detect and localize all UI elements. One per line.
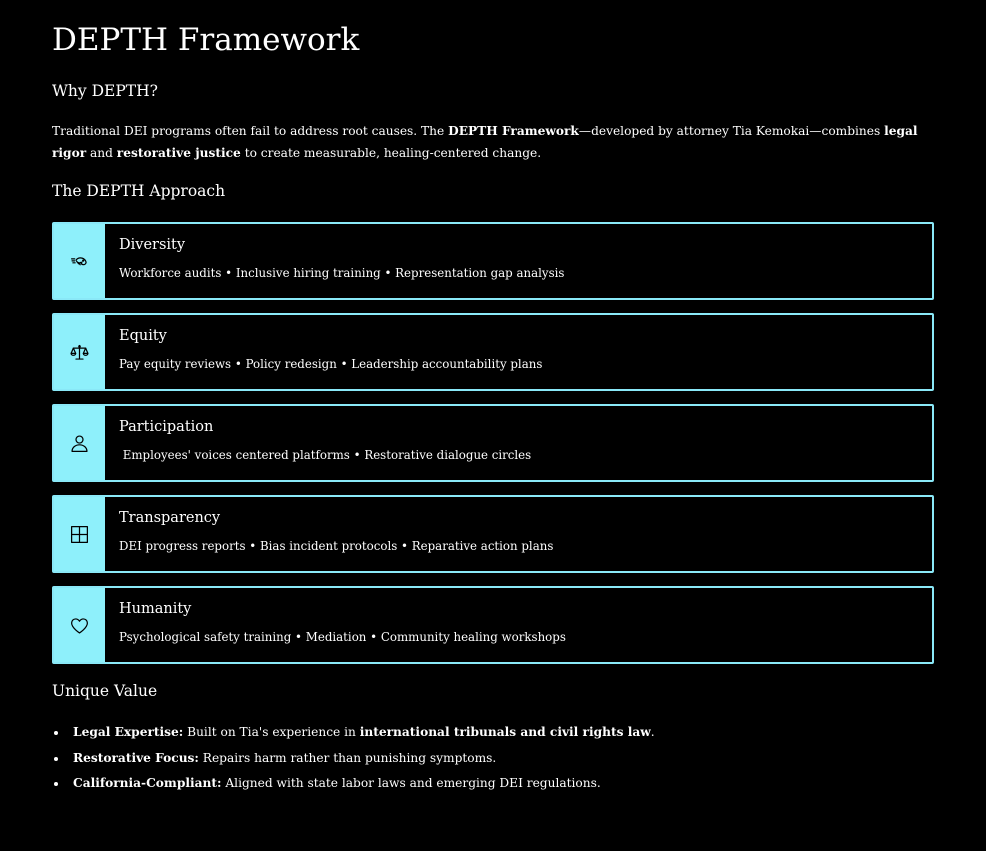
item-text: Built on Tia's experience in xyxy=(183,725,360,739)
user-icon xyxy=(54,406,105,480)
card-description: Employees' voices centered platforms • Restorative dialogue circles xyxy=(119,448,532,462)
card-title: Humanity xyxy=(119,601,192,617)
item-bold: international tribunals and civil rights law xyxy=(359,725,651,739)
card-humanity xyxy=(52,586,934,664)
intro-bold-restorative-justice: restorative justice xyxy=(116,146,241,160)
list-item xyxy=(52,746,934,772)
item-label: California-Compliant: xyxy=(73,776,222,790)
card-title: Participation xyxy=(119,419,214,435)
unique-value-heading: Unique Value xyxy=(52,682,158,700)
list-item xyxy=(52,720,934,746)
unique-value-list xyxy=(52,720,934,797)
card-description: Pay equity reviews • Policy redesign • Leadership accountability plans xyxy=(119,357,543,371)
card-description: DEI progress reports • Bias incident protocols • Reparative action plans xyxy=(119,539,554,553)
heart-icon xyxy=(54,588,105,662)
approach-heading: The DEPTH Approach xyxy=(52,182,226,200)
card-description: Workforce audits • Inclusive hiring training • Representation gap analysis xyxy=(119,266,565,280)
intro-text-4: to create measurable, healing-centered change. xyxy=(240,146,542,160)
card-title: Diversity xyxy=(119,237,186,253)
intro-text-3: and xyxy=(86,146,117,160)
page-title: DEPTH Framework xyxy=(52,22,360,58)
card-diversity xyxy=(52,222,934,300)
card-transparency xyxy=(52,495,934,573)
intro-bold-framework: DEPTH Framework xyxy=(448,124,579,138)
card-title: Equity xyxy=(119,328,167,344)
card-participation xyxy=(52,404,934,482)
scales-icon xyxy=(54,315,105,389)
why-heading: Why DEPTH? xyxy=(52,82,158,100)
item-text: Repairs harm rather than punishing symptoms. xyxy=(198,750,497,765)
item-label: Legal Expertise: xyxy=(73,725,184,739)
window-icon xyxy=(54,497,105,571)
intro-paragraph xyxy=(52,120,934,164)
list-item xyxy=(52,771,934,797)
card-description: Psychological safety training • Mediation • Community healing workshops xyxy=(119,630,566,644)
intro-bold-legal-rigor: legal rigor xyxy=(52,124,918,160)
item-text: Aligned with state labor laws and emerging DEI regulations. xyxy=(221,776,601,790)
card-title: Transparency xyxy=(119,510,221,526)
card-equity xyxy=(52,313,934,391)
item-label: Restorative Focus: xyxy=(73,750,199,765)
approach-cards xyxy=(52,222,934,677)
intro-text-1: Traditional DEI programs often fail to address root causes. The xyxy=(52,124,449,138)
item-tail: . xyxy=(650,725,655,739)
intro-text-2: —developed by attorney Tia Kemokai—combines xyxy=(578,124,885,138)
handshake-icon xyxy=(54,224,105,298)
